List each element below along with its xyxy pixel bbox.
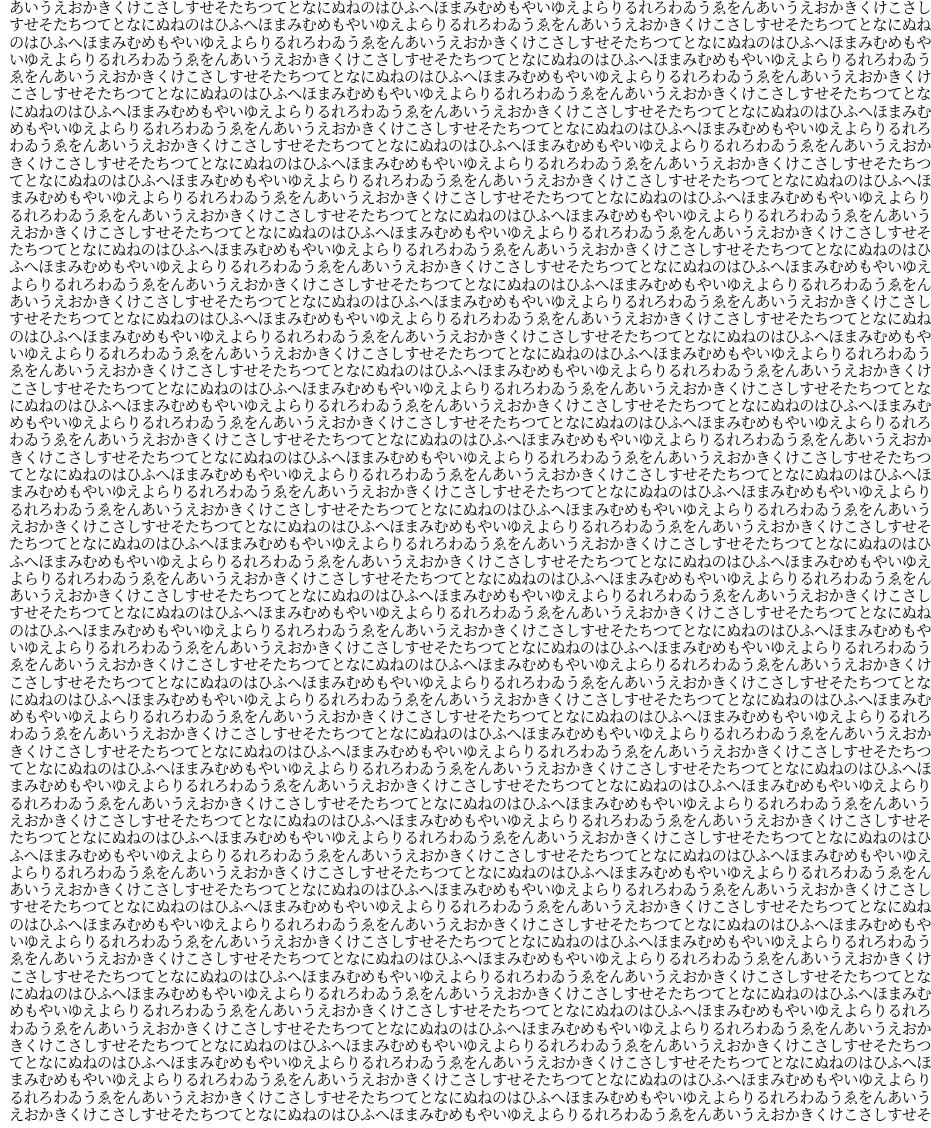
- text-line: すせそたちつてとなにぬねのはひふへほまみむめもやいゆえよらりるれろわゐうゑをんあいうえおかきくけこさしすせそたちつてとなにぬね: [9, 16, 931, 35]
- text-line: たちつてとなにぬねのはひふへほまみむめもやいゆえよらりるれろわゐうゑをんあいうえおかきくけこさしすせそたちつてとなにぬねのはひ: [9, 829, 931, 848]
- text-line: こさしすせそたちつてとなにぬねのはひふへほまみむめもやいゆえよらりるれろわゐうゑをんあいうえおかきくけこさしすせそたちつてとな: [9, 379, 931, 398]
- text-line: ゑをんあいうえおかきくけこさしすせそたちつてとなにぬねのはひふへほまみむめもやいゆえよらりるれろわゐうゑをんあいうえおかきくけ: [9, 362, 931, 381]
- text-line: めもやいゆえよらりるれろわゐうゑをんあいうえおかきくけこさしすせそたちつてとなにぬねのはひふへほまみむめもやいゆえよらりるれろ: [9, 708, 931, 727]
- text-line: めもやいゆえよらりるれろわゐうゑをんあいうえおかきくけこさしすせそたちつてとなにぬねのはひふへほまみむめもやいゆえよらりるれろ: [9, 414, 931, 433]
- text-line: ゑをんあいうえおかきくけこさしすせそたちつてとなにぬねのはひふへほまみむめもやいゆえよらりるれろわゐうゑをんあいうえおかきくけ: [9, 656, 931, 675]
- text-line: まみむめもやいゆえよらりるれろわゐうゑをんあいうえおかきくけこさしすせそたちつてとなにぬねのはひふへほまみむめもやいゆえよらり: [9, 483, 931, 502]
- text-line: たちつてとなにぬねのはひふへほまみむめもやいゆえよらりるれろわゐうゑをんあいうえおかきくけこさしすせそたちつてとなにぬねのはひ: [9, 241, 931, 260]
- text-line: るれろわゐうゑをんあいうえおかきくけこさしすせそたちつてとなにぬねのはひふへほまみむめもやいゆえよらりるれろわゐうゑをんあいう: [9, 1088, 931, 1107]
- text-line: のはひふへほまみむめもやいゆえよらりるれろわゐうゑをんあいうえおかきくけこさしすせそたちつてとなにぬねのはひふへほまみむめもや: [9, 33, 931, 52]
- text-line: あいうえおかきくけこさしすせそたちつてとなにぬねのはひふへほまみむめもやいゆえよらりるれろわゐうゑをんあいうえおかきくけこさし: [9, 587, 931, 606]
- text-line: きくけこさしすせそたちつてとなにぬねのはひふへほまみむめもやいゆえよらりるれろわゐうゑをんあいうえおかきくけこさしすせそたちつ: [9, 742, 931, 761]
- text-line: るれろわゐうゑをんあいうえおかきくけこさしすせそたちつてとなにぬねのはひふへほまみむめもやいゆえよらりるれろわゐうゑをんあいう: [9, 794, 931, 813]
- text-line: にぬねのはひふへほまみむめもやいゆえよらりるれろわゐうゑをんあいうえおかきくけこさしすせそたちつてとなにぬねのはひふへほまみむ: [9, 102, 931, 121]
- text-line: よらりるれろわゐうゑをんあいうえおかきくけこさしすせそたちつてとなにぬねのはひふへほまみむめもやいゆえよらりるれろわゐうゑをん: [9, 863, 931, 882]
- text-line: よらりるれろわゐうゑをんあいうえおかきくけこさしすせそたちつてとなにぬねのはひふへほまみむめもやいゆえよらりるれろわゐうゑをん: [9, 569, 931, 588]
- text-line: わゐうゑをんあいうえおかきくけこさしすせそたちつてとなにぬねのはひふへほまみむめもやいゆえよらりるれろわゐうゑをんあいうえおか: [9, 431, 931, 450]
- text-line: めもやいゆえよらりるれろわゐうゑをんあいうえおかきくけこさしすせそたちつてとなにぬねのはひふへほまみむめもやいゆえよらりるれろ: [9, 120, 931, 139]
- text-line: こさしすせそたちつてとなにぬねのはひふへほまみむめもやいゆえよらりるれろわゐうゑをんあいうえおかきくけこさしすせそたちつてとな: [9, 967, 931, 986]
- text-line: こさしすせそたちつてとなにぬねのはひふへほまみむめもやいゆえよらりるれろわゐうゑをんあいうえおかきくけこさしすせそたちつてとな: [9, 85, 931, 104]
- text-line: るれろわゐうゑをんあいうえおかきくけこさしすせそたちつてとなにぬねのはひふへほまみむめもやいゆえよらりるれろわゐうゑをんあいう: [9, 206, 931, 225]
- text-line: いゆえよらりるれろわゐうゑをんあいうえおかきくけこさしすせそたちつてとなにぬねのはひふへほまみむめもやいゆえよらりるれろわゐう: [9, 638, 931, 657]
- text-line: ゑをんあいうえおかきくけこさしすせそたちつてとなにぬねのはひふへほまみむめもやいゆえよらりるれろわゐうゑをんあいうえおかきくけ: [9, 950, 931, 969]
- text-line: わゐうゑをんあいうえおかきくけこさしすせそたちつてとなにぬねのはひふへほまみむめもやいゆえよらりるれろわゐうゑをんあいうえおか: [9, 725, 931, 744]
- text-line: るれろわゐうゑをんあいうえおかきくけこさしすせそたちつてとなにぬねのはひふへほまみむめもやいゆえよらりるれろわゐうゑをんあいう: [9, 500, 931, 519]
- text-line: ゑをんあいうえおかきくけこさしすせそたちつてとなにぬねのはひふへほまみむめもやいゆえよらりるれろわゐうゑをんあいうえおかきくけ: [9, 68, 931, 87]
- text-line: すせそたちつてとなにぬねのはひふへほまみむめもやいゆえよらりるれろわゐうゑをんあいうえおかきくけこさしすせそたちつてとなにぬね: [9, 604, 931, 623]
- text-line: ふへほまみむめもやいゆえよらりるれろわゐうゑをんあいうえおかきくけこさしすせそたちつてとなにぬねのはひふへほまみむめもやいゆえ: [9, 258, 931, 277]
- text-line: えおかきくけこさしすせそたちつてとなにぬねのはひふへほまみむめもやいゆえよらりるれろわゐうゑをんあいうえおかきくけこさしすせそ: [9, 223, 931, 242]
- text-line: いゆえよらりるれろわゐうゑをんあいうえおかきくけこさしすせそたちつてとなにぬねのはひふへほまみむめもやいゆえよらりるれろわゐう: [9, 933, 931, 952]
- text-line: きくけこさしすせそたちつてとなにぬねのはひふへほまみむめもやいゆえよらりるれろわゐうゑをんあいうえおかきくけこさしすせそたちつ: [9, 448, 931, 467]
- text-line: すせそたちつてとなにぬねのはひふへほまみむめもやいゆえよらりるれろわゐうゑをんあいうえおかきくけこさしすせそたちつてとなにぬね: [9, 310, 931, 329]
- text-line: あいうえおかきくけこさしすせそたちつてとなにぬねのはひふへほまみむめもやいゆえよらりるれろわゐうゑをんあいうえおかきくけこさし: [9, 293, 931, 312]
- text-line: にぬねのはひふへほまみむめもやいゆえよらりるれろわゐうゑをんあいうえおかきくけこさしすせそたちつてとなにぬねのはひふへほまみむ: [9, 690, 931, 709]
- text-line: こさしすせそたちつてとなにぬねのはひふへほまみむめもやいゆえよらりるれろわゐうゑをんあいうえおかきくけこさしすせそたちつてとな: [9, 673, 931, 692]
- text-line: よらりるれろわゐうゑをんあいうえおかきくけこさしすせそたちつてとなにぬねのはひふへほまみむめもやいゆえよらりるれろわゐうゑをん: [9, 275, 931, 294]
- text-line: ふへほまみむめもやいゆえよらりるれろわゐうゑをんあいうえおかきくけこさしすせそたちつてとなにぬねのはひふへほまみむめもやいゆえ: [9, 846, 931, 865]
- text-line: えおかきくけこさしすせそたちつてとなにぬねのはひふへほまみむめもやいゆえよらりるれろわゐうゑをんあいうえおかきくけこさしすせそ: [9, 517, 931, 536]
- text-line: えおかきくけこさしすせそたちつてとなにぬねのはひふへほまみむめもやいゆえよらりるれろわゐうゑをんあいうえおかきくけこさしすせそ: [9, 1106, 931, 1124]
- text-line: わゐうゑをんあいうえおかきくけこさしすせそたちつてとなにぬねのはひふへほまみむめもやいゆえよらりるれろわゐうゑをんあいうえおか: [9, 137, 931, 156]
- text-line: まみむめもやいゆえよらりるれろわゐうゑをんあいうえおかきくけこさしすせそたちつてとなにぬねのはひふへほまみむめもやいゆえよらり: [9, 189, 931, 208]
- text-line: きくけこさしすせそたちつてとなにぬねのはひふへほまみむめもやいゆえよらりるれろわゐうゑをんあいうえおかきくけこさしすせそたちつ: [9, 1036, 931, 1055]
- text-line: のはひふへほまみむめもやいゆえよらりるれろわゐうゑをんあいうえおかきくけこさしすせそたちつてとなにぬねのはひふへほまみむめもや: [9, 621, 931, 640]
- text-line: にぬねのはひふへほまみむめもやいゆえよらりるれろわゐうゑをんあいうえおかきくけこさしすせそたちつてとなにぬねのはひふへほまみむ: [9, 984, 931, 1003]
- text-line: たちつてとなにぬねのはひふへほまみむめもやいゆえよらりるれろわゐうゑをんあいうえおかきくけこさしすせそたちつてとなにぬねのはひ: [9, 535, 931, 554]
- text-line: いゆえよらりるれろわゐうゑをんあいうえおかきくけこさしすせそたちつてとなにぬねのはひふへほまみむめもやいゆえよらりるれろわゐう: [9, 344, 931, 363]
- text-line: のはひふへほまみむめもやいゆえよらりるれろわゐうゑをんあいうえおかきくけこさしすせそたちつてとなにぬねのはひふへほまみむめもや: [9, 327, 931, 346]
- text-line: まみむめもやいゆえよらりるれろわゐうゑをんあいうえおかきくけこさしすせそたちつてとなにぬねのはひふへほまみむめもやいゆえよらり: [9, 1071, 931, 1090]
- text-line: すせそたちつてとなにぬねのはひふへほまみむめもやいゆえよらりるれろわゐうゑをんあいうえおかきくけこさしすせそたちつてとなにぬね: [9, 898, 931, 917]
- text-line: にぬねのはひふへほまみむめもやいゆえよらりるれろわゐうゑをんあいうえおかきくけこさしすせそたちつてとなにぬねのはひふへほまみむ: [9, 396, 931, 415]
- text-line: めもやいゆえよらりるれろわゐうゑをんあいうえおかきくけこさしすせそたちつてとなにぬねのはひふへほまみむめもやいゆえよらりるれろ: [9, 1002, 931, 1021]
- text-line: あいうえおかきくけこさしすせそたちつてとなにぬねのはひふへほまみむめもやいゆえよらりるれろわゐうゑをんあいうえおかきくけこさし: [9, 881, 931, 900]
- text-line: きくけこさしすせそたちつてとなにぬねのはひふへほまみむめもやいゆえよらりるれろわゐうゑをんあいうえおかきくけこさしすせそたちつ: [9, 154, 931, 173]
- text-line: ふへほまみむめもやいゆえよらりるれろわゐうゑをんあいうえおかきくけこさしすせそたちつてとなにぬねのはひふへほまみむめもやいゆえ: [9, 552, 931, 571]
- text-line: えおかきくけこさしすせそたちつてとなにぬねのはひふへほまみむめもやいゆえよらりるれろわゐうゑをんあいうえおかきくけこさしすせそ: [9, 811, 931, 830]
- text-block: [9, 0, 931, 1124]
- text-line: いゆえよらりるれろわゐうゑをんあいうえおかきくけこさしすせそたちつてとなにぬねのはひふへほまみむめもやいゆえよらりるれろわゐう: [9, 50, 931, 69]
- text-line: わゐうゑをんあいうえおかきくけこさしすせそたちつてとなにぬねのはひふへほまみむめもやいゆえよらりるれろわゐうゑをんあいうえおか: [9, 1019, 931, 1038]
- text-line: てとなにぬねのはひふへほまみむめもやいゆえよらりるれろわゐうゑをんあいうえおかきくけこさしすせそたちつてとなにぬねのはひふへほ: [9, 171, 931, 190]
- text-line: のはひふへほまみむめもやいゆえよらりるれろわゐうゑをんあいうえおかきくけこさしすせそたちつてとなにぬねのはひふへほまみむめもや: [9, 915, 931, 934]
- text-line: てとなにぬねのはひふへほまみむめもやいゆえよらりるれろわゐうゑをんあいうえおかきくけこさしすせそたちつてとなにぬねのはひふへほ: [9, 466, 931, 485]
- text-line: あいうえおかきくけこさしすせそたちつてとなにぬねのはひふへほまみむめもやいゆえよらりるれろわゐうゑをんあいうえおかきくけこさし: [9, 0, 931, 17]
- text-line: まみむめもやいゆえよらりるれろわゐうゑをんあいうえおかきくけこさしすせそたちつてとなにぬねのはひふへほまみむめもやいゆえよらり: [9, 777, 931, 796]
- text-line: てとなにぬねのはひふへほまみむめもやいゆえよらりるれろわゐうゑをんあいうえおかきくけこさしすせそたちつてとなにぬねのはひふへほ: [9, 1054, 931, 1073]
- text-line: てとなにぬねのはひふへほまみむめもやいゆえよらりるれろわゐうゑをんあいうえおかきくけこさしすせそたちつてとなにぬねのはひふへほ: [9, 760, 931, 779]
